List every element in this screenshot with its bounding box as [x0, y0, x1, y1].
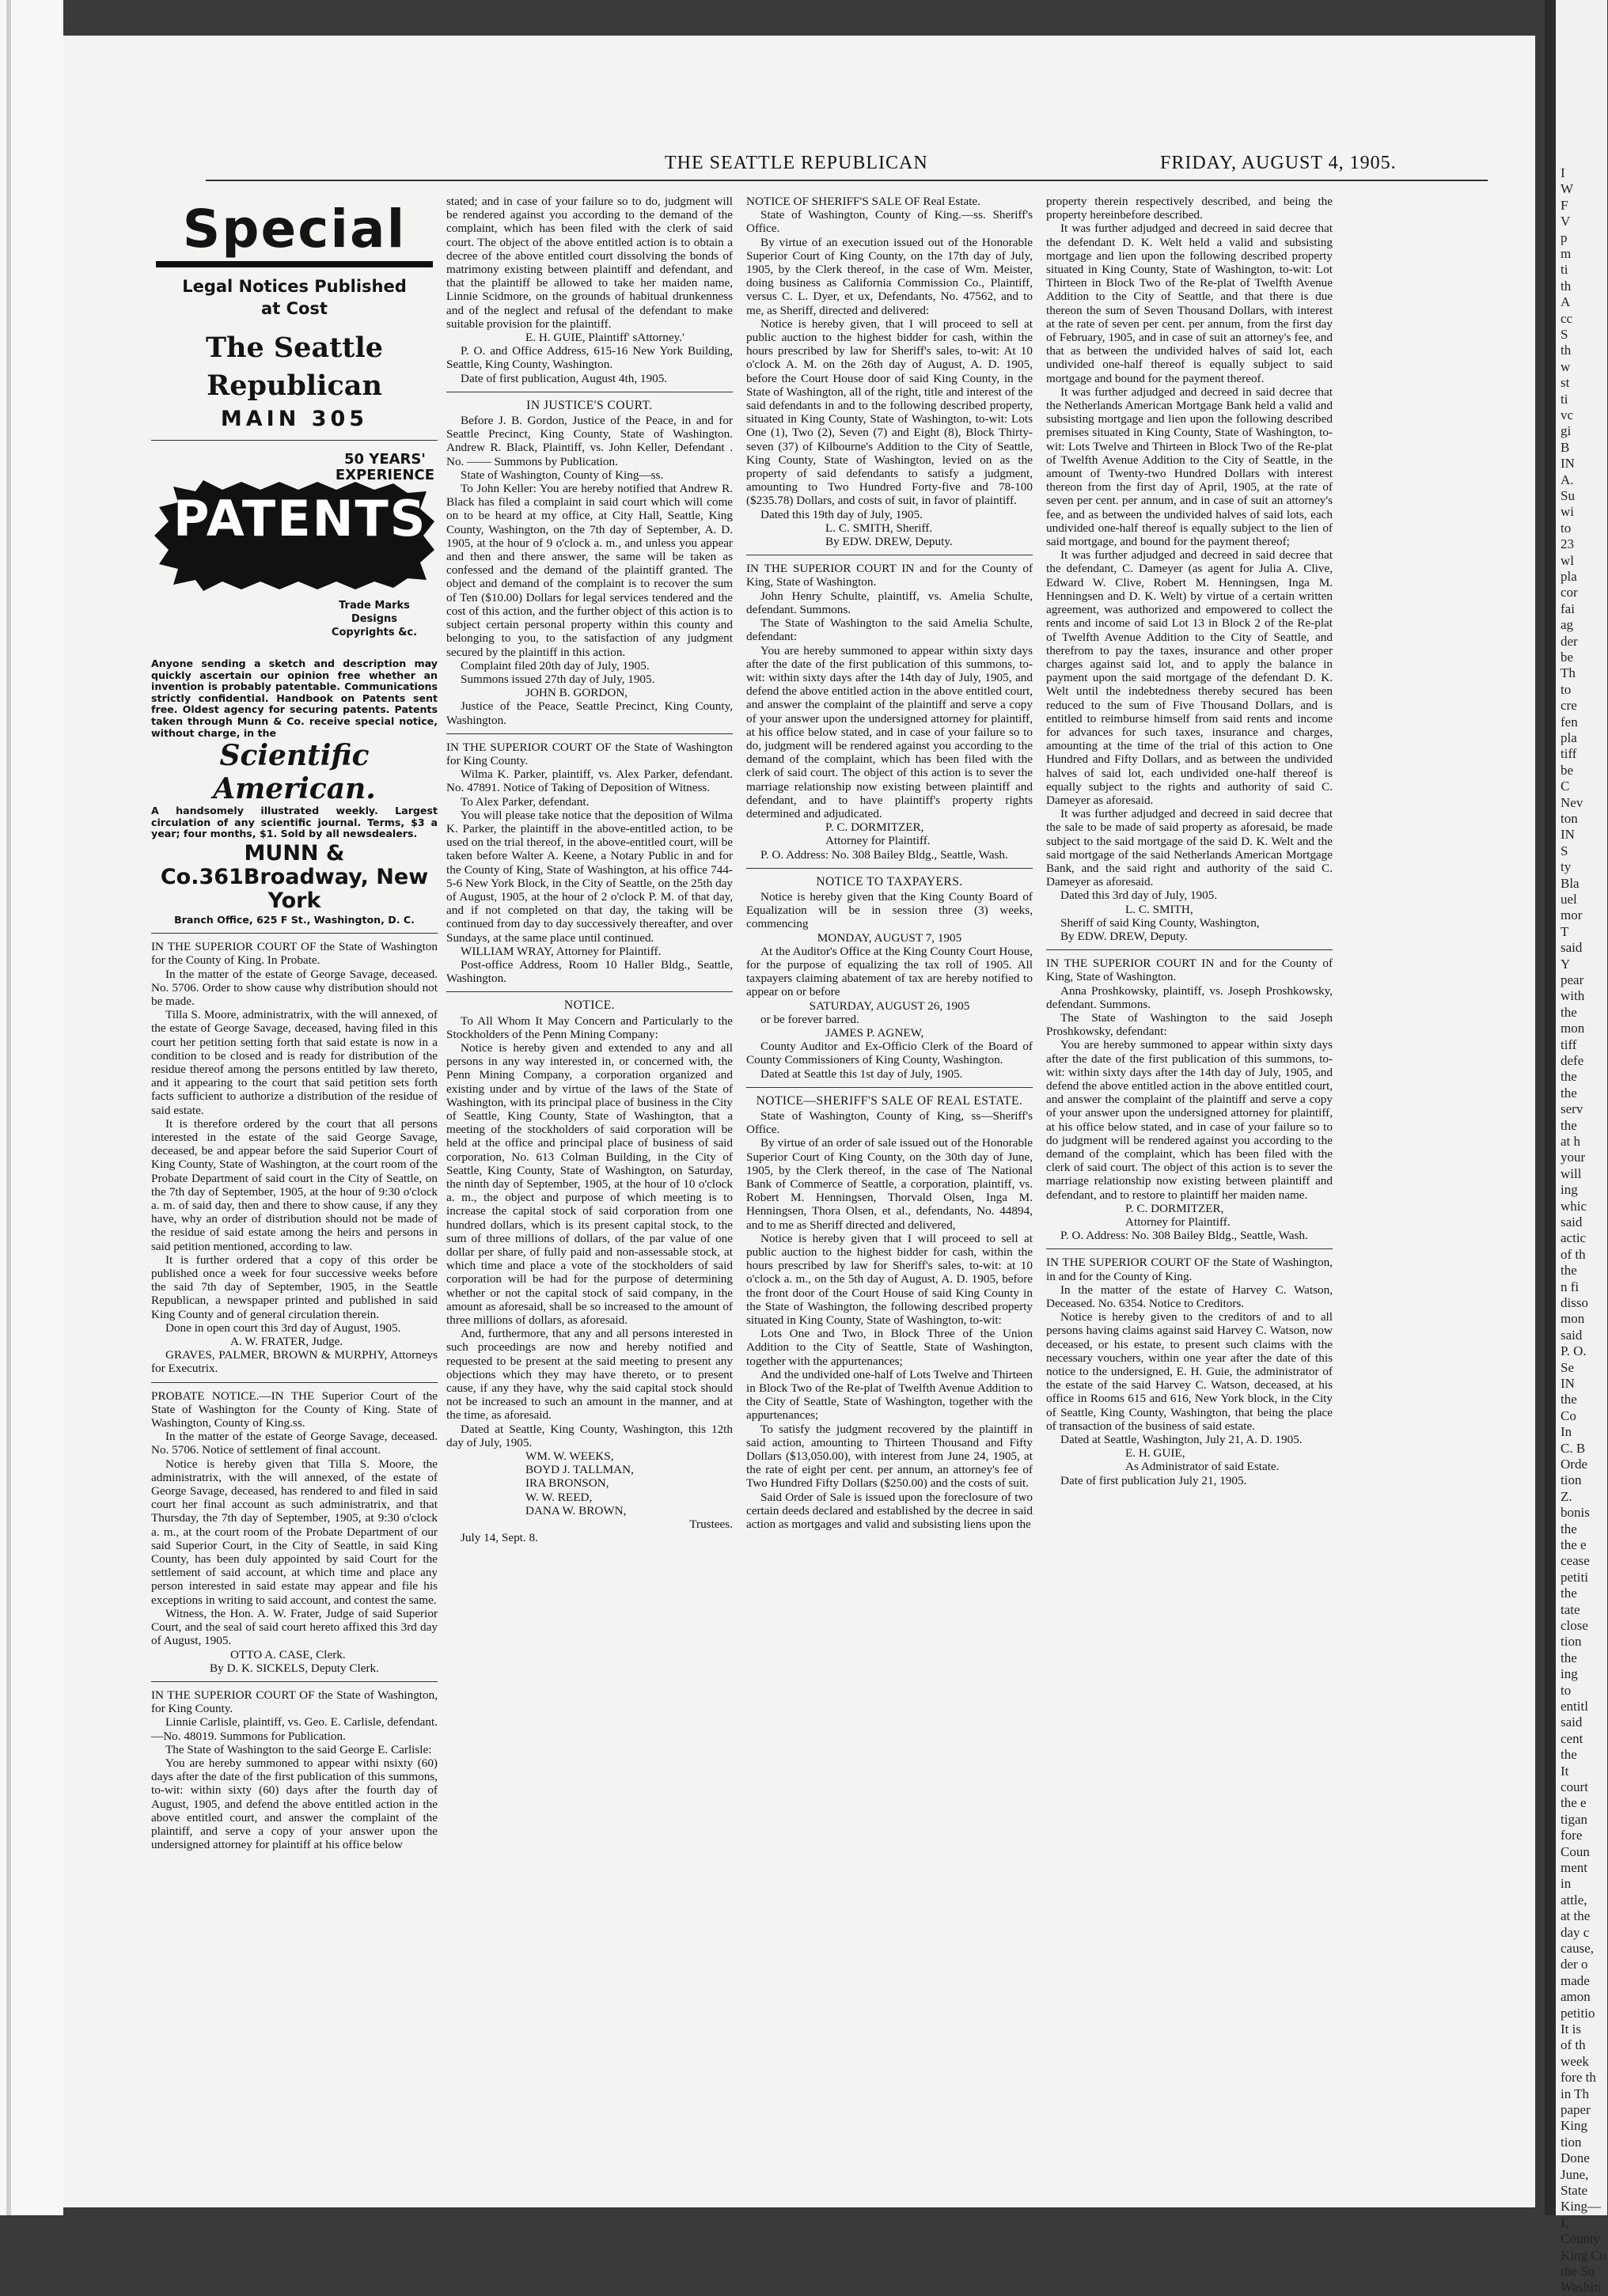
notice-paragraph: John Henry Schulte, plaintiff, vs. Amelia Schulte, defendant. Summons.	[746, 589, 1033, 616]
sliver-fragment: be	[1561, 762, 1574, 778]
sliver-fragment: fen	[1561, 714, 1578, 729]
sliver-fragment: in	[1561, 1876, 1572, 1892]
notice-signature: Attorney for Plaintiff.	[1125, 1215, 1231, 1229]
sliver-fragment: V	[1561, 214, 1571, 229]
notice-paragraph: Notice is hereby given and extended to any and all persons in any way interested in, or concerned with, the Penn Mining Company, a corporation organized and existing under and by virtue of the laws of the State of Washington, with its principal place of business in the City of Seattle, King County, State of Washington, that a meeting of the stockholders of said corporation will be held at the office and principal place of business of said corporation, No. 613 Colman Building, in the City of Seattle, King County, State of Washington, on Saturday, the ninth day of September, 1905, at the hour of 10 o'clock a. m., the object and purpose of which meeting is to increase the capital stock of said corporation from one hundred dollars, which is its present capital stock, to the sum of three millions of dollars, of the par value of one dollar per share, of fully paid and non-assessable stock, at which time and place a vote of the stockholders of said corporation will be had for the purpose of determining whether or not the capital stock of said company, in the amount as aforesaid, shall be so increased to the amount of three millions of dollars, as aforesaid.	[446, 1040, 733, 1328]
sliver-fragment: made	[1561, 1972, 1590, 1988]
next-page-sliver	[1545, 0, 1607, 2295]
sliver-fragment: petiti	[1561, 1569, 1588, 1585]
notice-sheriff-sale-continued	[1046, 195, 1333, 943]
notice-paragraph: You are hereby summoned to appear within sixty days after the date of the first publication of this summons, to-wit: within sixty days after the 14th day of July, 1905, and defend the above entitled action in the above entitled court, and answer the complaint of the plaintiff and serve a copy of your answer upon the undersigned attorney for plaintiff, at his office below stated, and in case of your failure so to do, judgment will be rendered against you according to the demand of the complaint, which has been filed with the clerk of said court. The object of this action is to sever the marriage relationship now existing between plaintiff and defendant, and to have plaintiff's property rights determined and adjudicated.	[746, 643, 1033, 820]
sliver-fragment: W	[1561, 181, 1574, 197]
notice-date-line: SATURDAY, AUGUST 26, 1905	[809, 998, 970, 1013]
sliver-fragment: at the	[1561, 1908, 1591, 1924]
munn-address: MUNN & Co.361Broadway, New York	[160, 840, 429, 913]
notice-paragraph: It was further adjudged and decreed in said decree that the defendant, C. Dameyer (as agent for Julia A. Clive, Edward W. Clive, Robert M. Henningsen, Inga M. Henningsen and D. K. Welt) by virtue of a certain written agreement, was authorized and empowered to collect the rents and income of said Lot 13 in Block 2 of the Re-plat of Twelfth Avenue Addition to the City of Seattle, and therefrom to pay the taxes, insurance and other proper charges against said lot, and to apply the balance in payment upon the said mortgage of the defendant D. K. Welt until the indebtedness thereby secured has been reduced to the sum of Five Thousand Dollars, and is entitled to reimburse himself from said rents and income for advances for such taxes, insurance and charges, amounting at the time of the trial of this action to One Hundred and Fifty Dollars, and as between the undivided halves of said lot, each undivided one-half thereof is equally subject to the rights and authority of said C. Dameyer as aforesaid.	[1046, 548, 1333, 807]
sliver-fragment: ty	[1561, 859, 1572, 875]
notice-paragraph: Notice is hereby given, that I will proceed to sell at public auction to the highest bidder for cash, within the hours prescribed by law for Sheriff's sales, to-wit: At 10 o'clock A. M. on the 26th day of August, A. D. 1905, before the Court House door of said King County, in the State of Washington, all of the right, title and interest of the said defendants in and to the following described property, situated in King County, State of Washington, to-wit: Lots One (1), Two (2), Seven (7) and Eight (8), Block Thirty-seven (37) of Kilbourne's Addition to the City of Seattle, King County, State of Washington, levied on as the property of said defendants to satisfy a judgment, amounting to Two Hundred Forty-five and 78-100 ($235.78) Dollars, and costs of suit, in favor of plaintiff.	[746, 316, 1033, 508]
notice-paragraph: Date of first publication, August 4th, 1905.	[461, 371, 668, 385]
notice-paragraph: Tilla S. Moore, administratrix, with the will annexed, of the estate of George Savage, deceased, having filed in this court her petition setting forth that said estate is now in a condition to be closed and is ready for distribution of the residue thereof among the persons entitled by law thereto, and it appearing to the court that said petition sets forth facts sufficient to authorize a distribution of the residue of said estate.	[151, 1008, 438, 1117]
sliver-fragment: der o	[1561, 1957, 1588, 1972]
sliver-fragment: will	[1561, 1165, 1582, 1181]
sliver-fragment: whic	[1561, 1198, 1587, 1214]
sliver-fragment: S	[1561, 327, 1568, 342]
notice-paragraph: Before J. B. Gordon, Justice of the Peace, in and for Seattle Precinct, King County, State of Washington. Andrew R. Black, Plaintiff, vs. John Keller, Defendant . No. —— Summons by Publication.	[446, 414, 733, 468]
notice-title: IN THE SUPERIOR COURT OF the State of Washington, in and for the County of King.	[1046, 1256, 1333, 1283]
notice-signature: WILLIAM WRAY, Attorney for Plaintiff.	[461, 944, 662, 958]
sliver-fragment: th	[1561, 278, 1572, 294]
sliver-fragment: said	[1561, 940, 1583, 956]
notice-heading: NOTICE—SHERIFF'S SALE OF REAL ESTATE.	[756, 1093, 1023, 1108]
sliver-fragment: Su	[1561, 488, 1575, 503]
sliver-fragment: Se	[1561, 1359, 1574, 1375]
sliver-fragment: Z.	[1561, 1488, 1572, 1504]
sliver-fragment: m	[1561, 246, 1572, 261]
notice-title: PROBATE NOTICE.—IN THE Superior Court of the State of Washington for the County of King. State of Washington, County of King.ss.	[151, 1389, 438, 1430]
sliver-fragment: the	[1561, 1085, 1577, 1101]
trustees-label: Trustees.	[689, 1517, 733, 1532]
sliver-fragment: tion	[1561, 1634, 1582, 1650]
sliver-fragment: ing	[1561, 1666, 1578, 1682]
sliver-fragment: tion	[1561, 1472, 1582, 1488]
notice-signature: P. C. DORMITZER,	[1125, 1201, 1224, 1215]
sliver-fragment: Coun	[1561, 1843, 1590, 1859]
patents-word: PATENTS	[173, 490, 427, 547]
trustee-name: IRA BRONSON,	[525, 1476, 609, 1491]
notice-paragraph: It was further adjudged and decreed in said decree that the defendant D. K. Welt held a valid and subsisting mortgage and lien upon the following described property situated in King County, State of Washington, to-wit: Lot Thirteen in Block Two of the Re-plat of Twelfth Avenue Addition to the City of Seattle, and that there is due thereon the sum of Seven Thousand Dollars, with interest at the rate of seven per cent. per annum, from the first day of February, 1905, and in case of suit an attorney's fee, and that as between the undivided halves of said lot, each undivided one-half thereof is equally subject to said mortgage and bound for the payment thereof.	[1046, 222, 1333, 385]
sliver-fragment: the	[1561, 1521, 1577, 1536]
notice-savage-distribution	[151, 940, 438, 1376]
sliver-fragment: the	[1561, 1069, 1577, 1085]
sliver-fragment: cease	[1561, 1553, 1590, 1569]
sliver-fragment: gi	[1561, 423, 1572, 439]
notice-paragraph: In the matter of the estate of George Savage, deceased. No. 5706. Notice of settlement of final account.	[151, 1430, 438, 1457]
notice-signature: E. H. GUIE, Plaintiff' sAttorney.'	[525, 331, 685, 345]
sliver-fragment: the e	[1561, 1537, 1587, 1552]
notice-justice-court	[446, 399, 733, 727]
sliver-fragment: King—	[1561, 2199, 1601, 2215]
trustee-name: W. W. REED,	[525, 1490, 593, 1504]
sliver-fragment: your	[1561, 1150, 1586, 1165]
patents-experience	[336, 452, 434, 483]
sliver-fragment: tate	[1561, 1601, 1580, 1617]
sliver-fragment: A	[1561, 294, 1571, 310]
branch-office: Branch Office, 625 F St., Washington, D. C.	[174, 913, 415, 926]
sliver-fragment: in Th	[1561, 2086, 1590, 2101]
notice-attorneys: GRAVES, PALMER, BROWN & MURPHY, Attorneys for Executrix.	[151, 1348, 438, 1376]
sliver-fragment: P. O.	[1561, 1343, 1587, 1359]
notice-paragraph: Date of first publication July 21, 1905.	[1060, 1473, 1247, 1487]
notice-heading: NOTICE TO TAXPAYERS.	[816, 874, 963, 888]
sliver-fragment: King Co	[1561, 2247, 1607, 2263]
sliver-fragment: fore th	[1561, 2070, 1596, 2086]
sliver-fragment: petitio	[1561, 2005, 1595, 2021]
trustee-name: BOYD J. TALLMAN,	[525, 1463, 634, 1477]
patents-body: Anyone sending a sketch and description may quickly ascertain our opinion free whether an invention is probably patentable. Communications strictly confidential. Handbook on Patents sent free. Oldest agency for securing patents. Patents taken through Munn & Co. receive special notice, without charge, in the	[151, 657, 438, 739]
sliver-fragment: entitl	[1561, 1699, 1588, 1714]
sliver-fragment: ti	[1561, 262, 1568, 278]
years-line-1: 50 YEARS'	[343, 451, 426, 468]
notice-title: NOTICE OF SHERIFF'S SALE OF Real Estate.	[746, 195, 980, 208]
sliver-fragment: the	[1561, 1747, 1577, 1763]
sliver-fragment: It	[1561, 1763, 1569, 1779]
notice-paragraph: P. O. Address: No. 308 Bailey Bldg., Seattle, Wash.	[760, 847, 1008, 862]
issue-date: FRIDAY, AUGUST 4, 1905.	[1160, 153, 1397, 173]
sliver-fragment: actic	[1561, 1230, 1587, 1246]
notice-title: IN THE SUPERIOR COURT IN and for the County of King, State of Washington.	[746, 562, 1033, 589]
sliver-fragment: ton	[1561, 811, 1578, 826]
sliver-fragment: day c	[1561, 1924, 1590, 1940]
sliver-fragment: ment	[1561, 1860, 1587, 1875]
sliver-fragment: to	[1561, 681, 1572, 697]
notice-paragraph: In the matter of the estate of George Savage, deceased. No. 5706. Order to show cause why distribution should not be made.	[151, 967, 438, 1008]
notice-signature: Sheriff of said King County, Washington,	[1060, 915, 1260, 930]
notice-signature: Justice of the Peace, Seattle Precinct, King County, Washington.	[446, 699, 733, 727]
notice-signature: A. W. FRATER, Judge.	[230, 1335, 343, 1349]
patents-ad	[151, 449, 438, 658]
notice-paragraph: It was further adjudged and decreed in said decree that the sale to be made of said property as aforesaid, be made subject to the said mortgage of the said D. K. Welt and the said mortgage of the said Netherlands American Mortgage Bank, and the said right and authority of the said C. Dameyer as aforesaid.	[1046, 807, 1333, 889]
notice-signature: L. C. SMITH,	[1125, 902, 1193, 916]
sliver-fragment: the	[1561, 1117, 1577, 1133]
notice-paragraph: And, furthermore, that any and all persons interested in such proceedings are now and hereby notified and requested to be present at the said meeting to present any objections which they may have thereto, or to present cause, if any they have, why the said capital stock should not be increased to such an amount in the manner, and at the time, as aforesaid.	[446, 1327, 733, 1423]
notice-proshkowsky-summons	[1046, 957, 1333, 1242]
trustee-name: WM. W. WEEKS,	[525, 1449, 614, 1464]
sliver-fragment: I	[1561, 165, 1565, 180]
sliver-fragment: n fi	[1561, 1279, 1580, 1294]
notice-paragraph: By virtue of an execution issued out of the Honorable Superior Court of King County, on the 17th day of July, 1905, by the Clerk thereof, in the case of Wm. Meister, doing business as California Commission Co., Plaintiff, versus C. L. Dyer, et ux, Defendants, No. 47562, and to me, as Sheriff, directed and delivered:	[746, 235, 1033, 317]
sliver-fragment: the	[1561, 1004, 1577, 1020]
notice-paragraph: The State of Washington to the said Joseph Proshkowsky, defendant:	[1046, 1010, 1333, 1039]
notice-paragraph: And the undivided one-half of Lots Twelve and Thirteen in Block Two of the Re-plat of Twelfth Avenue Addition to the City of Seattle, State of Washington, together with the appurtenances;	[746, 1367, 1033, 1423]
notice-title: IN THE SUPERIOR COURT OF the State of Washington for King County.	[446, 740, 733, 767]
notice-paragraph: Wilma K. Parker, plaintiff, vs. Alex Parker, defendant. No. 47891. Notice of Taking of Deposition of Witness.	[446, 767, 733, 795]
sliver-fragment: vc	[1561, 407, 1574, 422]
notice-title: IN THE SUPERIOR COURT IN and for the County of King, State of Washington.	[1046, 957, 1333, 984]
notice-signature: By EDW. DREW, Deputy.	[825, 535, 953, 549]
notice-paragraph: You are hereby summoned to appear within sixty days after the date of the first publication of this summons, to-wit: within sixty days after the 14th day of July, 1905, and defend the above entitled action in the above entitled court, and answer the complaint of the plaintiff and serve a copy of your answer upon the undersigned attorney for plaintiff, at his office below stated, and in case of your failure so to do judgment will be rendered against you according to the demand of the complaint, which has been filed with the clerk of said court. The object of this action is to sever the marriage relationship now existing between plaintiff and defendant, and to restore to plaintiff her maiden name.	[1046, 1038, 1333, 1202]
sliver-fragment: In	[1561, 1424, 1572, 1440]
patents-services	[319, 599, 430, 639]
sliver-fragment: A.	[1561, 472, 1574, 487]
sliver-fragment: the	[1561, 1586, 1577, 1601]
notice-paragraph: To Alex Parker, defendant.	[461, 794, 590, 809]
sliver-fragment: tiff	[1561, 746, 1577, 762]
ad-line-1: Legal Notices Published	[182, 277, 407, 296]
adjacent-page-edge	[0, 0, 63, 2215]
notice-paragraph: At the Auditor's Office at the King County Court House, for the purpose of equalizing the tax roll of 1905. All taxpayers claiming abatement of tax are hereby notified to appear on or before	[746, 944, 1033, 999]
sliver-fragment: 23	[1561, 536, 1574, 552]
notice-paragraph: Anna Proshkowsky, plaintiff, vs. Joseph Proshkowsky, defendant. Summons.	[1046, 983, 1333, 1011]
sliver-fragment: the	[1561, 1263, 1577, 1279]
notice-paragraph: To John Keller: You are hereby notified that Andrew R. Black has filed a complaint in said court which will come on to be heard at my office, at City Hall, Seattle, King County, Washington, on the 7th day of September, A. D. 1905, at the hour of 9 o'clock a. m., and unless you appear and then and there answer, the same will be taken as confessed and the demand of the plaintiff granted. The object and demand of the complaint is to recover the sum of Ten ($10.00) Dollars for legal services tendered and the cost of this action, and the further object of this action is to subject certain personal property within this county and belonging to you, to the satisfaction of any judgment secured by the plaintiff in this action.	[446, 482, 733, 659]
notice-signature: As Administrator of said Estate.	[1125, 1460, 1280, 1474]
page-gutter	[1545, 0, 1556, 2215]
sciam-body: A handsomely illustrated weekly. Largest circulation of any scientific journal. Terms, $3 a year; four months, $1. Sold by all newsdealers.	[151, 805, 438, 840]
sliver-fragment: the Su	[1561, 2264, 1595, 2279]
ad-special-heading: Special	[182, 199, 407, 260]
sliver-fragment: Co	[1561, 1408, 1576, 1423]
notice-paragraph: Dated this 3rd day of July, 1905.	[1060, 888, 1218, 903]
sliver-fragment: fore	[1561, 1828, 1583, 1843]
sliver-fragment: der	[1561, 633, 1578, 649]
newspaper-title: THE SEATTLE REPUBLICAN	[665, 153, 928, 173]
sliver-fragment: st	[1561, 375, 1570, 391]
sliver-fragment: June,	[1561, 2166, 1589, 2182]
column-4	[1046, 195, 1333, 1487]
sliver-fragment: State	[1561, 2183, 1587, 2198]
copyrights: Copyrights &c.	[331, 627, 418, 638]
sliver-fragment: Bla	[1561, 875, 1580, 891]
notice-paragraph: County Auditor and Ex-Officio Clerk of the Board of County Commissioners of King County, Washington.	[746, 1040, 1033, 1067]
masthead-rule	[206, 180, 1488, 181]
notice-paragraph: Summons issued 27th day of July, 1905.	[461, 672, 655, 686]
notice-paragraph: The State of Washington to the said Amelia Schulte, defendant:	[746, 616, 1033, 644]
sliver-fragment: attle,	[1561, 1892, 1587, 1908]
notice-paragraph: Lots One and Two, in Block Three of the Union Addition to the City of Seattle, State of Washington, together with the appurtenances;	[746, 1327, 1033, 1368]
sliver-fragment: King	[1561, 2118, 1587, 2134]
notice-paragraph: Complaint filed 20th day of July, 1905.	[461, 658, 650, 673]
notice-paragraph: In the matter of the estate of Harvey C. Watson, Deceased. No. 6354. Notice to Creditors.	[1046, 1283, 1333, 1311]
notice-paragraph: Notice is hereby given that I will proceed to sell at public auction to the highest bidder for cash, within the hours prescribed by law for Sheriff's sales, to-wit: at 10 o'clock a. m., on the 5th day of August, A. D. 1905, before the front door of the Court House of said King County in the State of Washington, the following described property situated in King County, State of Washington, to-wit:	[746, 1231, 1033, 1328]
sliver-fragment: cause,	[1561, 1941, 1595, 1956]
sliver-fragment: said	[1561, 1327, 1583, 1343]
sliver-fragment: F	[1561, 197, 1568, 213]
notice-schulte-summons	[746, 562, 1033, 861]
column-1	[151, 195, 438, 1851]
notice-paragraph: Dated this 19th day of July, 1905.	[760, 507, 923, 521]
sliver-fragment: mon	[1561, 1311, 1585, 1327]
notice-signature: Attorney for Plaintiff.	[825, 834, 931, 848]
sliver-fragment: IN	[1561, 827, 1575, 843]
sliver-fragment: County	[1561, 2231, 1601, 2247]
sliver-fragment: It is	[1561, 2021, 1581, 2036]
sliver-fragment: close	[1561, 1618, 1588, 1633]
sliver-fragment: Nev	[1561, 794, 1583, 810]
notice-paragraph: By virtue of an order of sale issued out of the Honorable Superior Court of King County, on the 30th day of June, 1905, by the Clerk thereof, in the case of The National Bank of Commerce of Seattle, a corporation, plaintiff, vs. Robert M. Henningsen, Thorvald Olsen, Inga M. Henningsen, Thora Olsen, et al., defendants, No. 44894, and to me as Sheriff directed and delivered,	[746, 1136, 1033, 1232]
publication-dates: July 14, Sept. 8.	[461, 1531, 538, 1545]
designs: Designs	[351, 613, 398, 625]
notice-sheriff-sale-real-estate	[746, 1094, 1033, 1532]
notice-probate-settlement	[151, 1389, 438, 1675]
notice-paragraph: Linnie Carlisle, plaintiff, vs. Geo. E. Carlisle, defendant.—No. 48019. Summons for Publication.	[151, 1715, 438, 1743]
notice-paragraph: Notice is hereby given to the creditors of and to all persons having claims against said Harvey C. Watson, now deceased, or his estate, to present such claims with the necessary vouchers, within one year after the date of this notice to the undersigned, E. H. Guie, the administrator of the estate of the said Harvey C. Watson, deceased, at his office in Rooms 615 and 616, New York block, in the City of Seattle, King County, Washington, that being the place of transaction of the business of said estate.	[1046, 1310, 1333, 1433]
notice-paragraph: Dated at Seattle, Washington, July 21, A. D. 1905.	[1060, 1433, 1303, 1447]
notice-paragraph: or be forever barred.	[760, 1012, 859, 1026]
notice-paragraph: Notice is hereby given that Tilla S. Moore, the administratrix, with the will annexed, of the estate of George Savage, deceased, has rendered to and filed in said court her final account as such administratrix, and that Thursday, the 7th day of September, 1905, at 9:30 o'clock a. m., at the court room of the Probate Department of our said Superior Court, in the City of Seattle, in said King County, has been duly appointed by said Court for the settlement of said account, at which time and place any person interested in said estate may appear and file his exceptions in writing to said account, and contest the same.	[151, 1457, 438, 1607]
sliver-fragment: tiff	[1561, 1036, 1577, 1052]
sliver-fragment: wl	[1561, 552, 1574, 568]
sliver-fragment: to	[1561, 520, 1572, 536]
notice-taxpayers	[746, 875, 1033, 1081]
sliver-fragment: bonis	[1561, 1505, 1590, 1521]
notice-paragraph: Done in open court this 3rd day of August, 1905.	[165, 1320, 401, 1335]
notice-heading: IN JUSTICE'S COURT.	[526, 398, 653, 412]
sliver-fragment: IN	[1561, 1376, 1575, 1391]
notice-paragraph: Notice is hereby given that the King County Board of Equalization will be in session three (3) weeks, commencing	[746, 889, 1033, 931]
sliver-fragment: pear	[1561, 972, 1584, 987]
sliver-fragment: of th	[1561, 1246, 1586, 1262]
sliver-fragment: week	[1561, 2053, 1589, 2069]
sliver-fragment: C	[1561, 779, 1570, 794]
ad-phone: MAIN 305	[220, 407, 369, 431]
sliver-fragment: cor	[1561, 585, 1578, 601]
sliver-fragment: defe	[1561, 1053, 1584, 1068]
notice-signature: By EDW. DREW, Deputy.	[1060, 929, 1188, 943]
notice-paragraph: State of Washington, County of King—ss.	[461, 468, 664, 482]
notice-carlisle-summons	[151, 1688, 438, 1851]
sliver-fragment: th	[1561, 343, 1572, 358]
notice-paragraph: stated; and in case of your failure so to do, judgment will be rendered against you according to the demand of the complaint, which has been filed with the clerk of said court. The object of the above entitled action is to obtain a decree of the above entitled court dissolving the bonds of matrimony existing between plaintiff and defendant, and that the plaintiff be allowed to take her maiden name, Linnie Scidmore, on the grounds of habitual drunkenness and of the neglect and refusal of the defendant to make suitable provision for the plaintiff.	[446, 195, 733, 331]
notice-paragraph: Said Order of Sale is issued upon the foreclosure of two certain deeds declared and established by the decree in said action as mortgages and valid and subsisting liens upon the	[746, 1490, 1033, 1532]
sliver-fragment: Washin	[1561, 2279, 1601, 2295]
sliver-fragment: to	[1561, 1682, 1572, 1698]
sliver-fragment: p	[1561, 229, 1568, 245]
trade-marks: Trade Marks	[339, 600, 410, 612]
notice-signature: L. C. SMITH, Sheriff.	[825, 521, 933, 535]
notice-paragraph: property therein respectively described, and being the property hereinbefore described.	[1046, 195, 1333, 222]
sliver-fragment: cre	[1561, 698, 1577, 714]
sliver-fragment: mon	[1561, 1021, 1585, 1036]
notice-parker-deposition	[446, 741, 733, 986]
sliver-fragment: be	[1561, 650, 1574, 665]
sliver-fragment: T	[1561, 923, 1569, 939]
notice-signature: OTTO A. CASE, Clerk.	[230, 1647, 346, 1661]
notice-carlisle-continued	[446, 195, 733, 385]
notice-title: IN THE SUPERIOR COURT OF the State of Washington, for King County.	[151, 1688, 438, 1716]
sliver-fragment: Th	[1561, 665, 1576, 681]
notice-paragraph: Dated at Seattle, King County, Washington, this 12th day of July, 1905.	[446, 1422, 733, 1449]
sliver-fragment: mor	[1561, 907, 1583, 923]
notice-paragraph: The State of Washington to the said George E. Carlisle:	[165, 1742, 432, 1756]
sliver-fragment: said	[1561, 1714, 1583, 1730]
notice-paragraph: To All Whom It May Concern and Particularly to the Stockholders of the Penn Mining Company:	[446, 1013, 733, 1041]
trustee-name: DANA W. BROWN,	[525, 1503, 627, 1517]
column-2	[446, 195, 733, 1545]
notice-signature: E. H. GUIE,	[1125, 1446, 1185, 1461]
notice-signature: JAMES P. AGNEW,	[825, 1025, 924, 1040]
sliver-fragment: Y	[1561, 956, 1571, 972]
sliver-fragment: pla	[1561, 569, 1577, 584]
notice-paragraph: It is therefore ordered by the court that all persons interested in the estate of the said George Savage, deceased, be and appear before the said Superior Court of King County, State of Washington, at the court room of the Probate Department of said court in the City of Seattle, on the 7th day of September, 1905, at the hour of 9:30 o'clock a. m. of said day, then and there to show cause, if any they have, why an order of distribution should not be made of the residue of said estate among the heirs and persons in said petition mentioned, according to law.	[151, 1116, 438, 1253]
sliver-fragment: tion	[1561, 2134, 1582, 2150]
notice-sheriff-sale-dyer	[746, 195, 1033, 548]
sliver-fragment: said	[1561, 1214, 1583, 1229]
sliver-fragment: pla	[1561, 730, 1577, 745]
notice-paragraph: P. O. Address: No. 308 Bailey Bldg., Seattle, Wash.	[1060, 1229, 1308, 1243]
notice-penn-mining	[446, 998, 733, 1544]
sliver-fragment: serv	[1561, 1101, 1583, 1117]
notice-title: IN THE SUPERIOR COURT OF the State of Washington for the County of King. In Probate.	[151, 940, 438, 968]
notice-paragraph: State of Washington, County of King.—ss. Sheriff's Office.	[746, 208, 1033, 236]
sliver-fragment: the e	[1561, 1795, 1587, 1811]
notice-signature: By D. K. SICKELS, Deputy Clerk.	[210, 1661, 379, 1675]
sliver-fragment: C. B	[1561, 1440, 1586, 1456]
notice-paragraph: To satisfy the judgment recovered by the plaintiff in said action, amounting to Thirteen Thousand and Fifty Dollars ($13,050.00), with interest from June 24, 1905, at the rate of eight per cent. per annum, an attorney's fee of Two Hundred Fifty Dollars ($250.00) and the costs of suit.	[746, 1422, 1033, 1491]
advertisement-box	[151, 201, 438, 926]
sliver-fragment: paper	[1561, 2102, 1591, 2117]
notice-paragraph: You will please take notice that the deposition of Wilma K. Parker, the plaintiff in the above-entitled action, to be used on the trial thereof, in the above-entitled court, will be taken before Walter A. Keene, a Notary Public in and for the County of King, State of Washington, at his office 744-5-6 New York Block, in the City of Seattle, on the 25th day of August, 1905, at the hour of 2 o'clock P. M. of that day, and if not completed on that day, the taking will be continued from day to day successively thereafter, and over Sundays, at the same place until continued.	[446, 808, 733, 945]
notice-paragraph: State of Washington, County of King, ss—Sheriff's Office.	[746, 1109, 1033, 1137]
years-line-2: EXPERIENCE	[335, 467, 434, 483]
sliver-fragment: uel	[1561, 892, 1577, 907]
sliver-fragment: with	[1561, 988, 1585, 1004]
sliver-fragment: amon	[1561, 1989, 1591, 2005]
sliver-fragment: tigan	[1561, 1811, 1587, 1827]
notice-signature: JOHN B. GORDON,	[525, 686, 628, 700]
notice-paragraph: It is further ordered that a copy of this order be published once a week for four successive weeks before the said 7th day of September, 1905, in the Seattle Republican, a newspaper printed and published in said King County and of general circulation therein.	[151, 1252, 438, 1321]
sliver-fragment: S	[1561, 843, 1568, 858]
sliver-fragment: the	[1561, 1650, 1577, 1665]
sliver-fragment: IN	[1561, 456, 1575, 472]
notice-signature: P. C. DORMITZER,	[825, 820, 924, 835]
notice-watson-creditors	[1046, 1256, 1333, 1487]
notice-paragraph: Witness, the Hon. A. W. Frater, Judge of said Superior Court, and the seal of said court hereto affixed this 3rd day of August, 1905.	[151, 1606, 438, 1648]
ad-line-2: at Cost	[261, 299, 328, 318]
sliver-fragment: court	[1561, 1779, 1588, 1794]
notice-paragraph: You are hereby summoned to appear withi nsixty (60) days after the date of the first publication of this summons, to-wit: within sixty (60) days after the fourth day of August, 1905, and defend the above entitled action in the above entitled court, and answer the complaint of the plaintiff, and serve a copy of your answer upon the undersigned attorney for plaintiff at his office below	[151, 1756, 438, 1852]
notice-paragraph: It was further adjudged and decreed in said decree that the Netherlands American Mortgage Bank held a valid and subsisting mortgage and lien upon the following described premises situated in King County, State of Washington, to-wit: Lots Twelve and Thirteen in Block Two of the Re-plat of Twelfth Avenue Addition to the City of Seattle, in the amount of Twenty-two Hundred Dollars with interest thereon from the first day of April, 1905, at the rate of seven per cent. per annum, and in case of suit an attorney's fee, and as between the undivided halves of said lots, each undivided one-half thereof is equally subject to the lien of said mortgage, and bound for the payment thereof;	[1046, 385, 1333, 549]
sliver-fragment: at h	[1561, 1134, 1581, 1149]
sliver-fragment: I,	[1561, 2215, 1568, 2230]
sliver-fragment: cent	[1561, 1730, 1583, 1746]
column-3	[746, 195, 1033, 1531]
sliver-fragment: the	[1561, 1392, 1577, 1408]
sliver-fragment: fai	[1561, 601, 1575, 616]
sliver-fragment: disso	[1561, 1295, 1588, 1310]
notice-paragraph: Post-office Address, Room 10 Haller Bldg., Seattle, Washington.	[446, 957, 733, 986]
sliver-fragment: ti	[1561, 391, 1568, 407]
notice-date-line: MONDAY, AUGUST 7, 1905	[817, 930, 962, 945]
notice-paragraph: P. O. and Office Address, 615-16 New York Building, Seattle, King County, Washington.	[446, 344, 733, 372]
sliver-fragment: B	[1561, 439, 1570, 455]
sliver-fragment: Orde	[1561, 1457, 1587, 1472]
sliver-fragment: w	[1561, 358, 1571, 374]
sliver-fragment: ing	[1561, 1182, 1578, 1198]
notice-heading: NOTICE.	[563, 998, 616, 1013]
sliver-fragment: Done	[1561, 2150, 1590, 2166]
ad-rule	[156, 261, 433, 267]
notice-paragraph: Dated at Seattle this 1st day of July, 1905.	[760, 1067, 963, 1081]
sliver-fragment: of th	[1561, 2037, 1586, 2053]
scientific-american: Scientific American.	[213, 739, 376, 806]
ad-publication-name: The Seattle Republican	[205, 332, 384, 402]
sliver-fragment: ag	[1561, 617, 1574, 633]
sliver-fragment: wi	[1561, 504, 1574, 520]
sliver-fragment: cc	[1561, 310, 1573, 326]
